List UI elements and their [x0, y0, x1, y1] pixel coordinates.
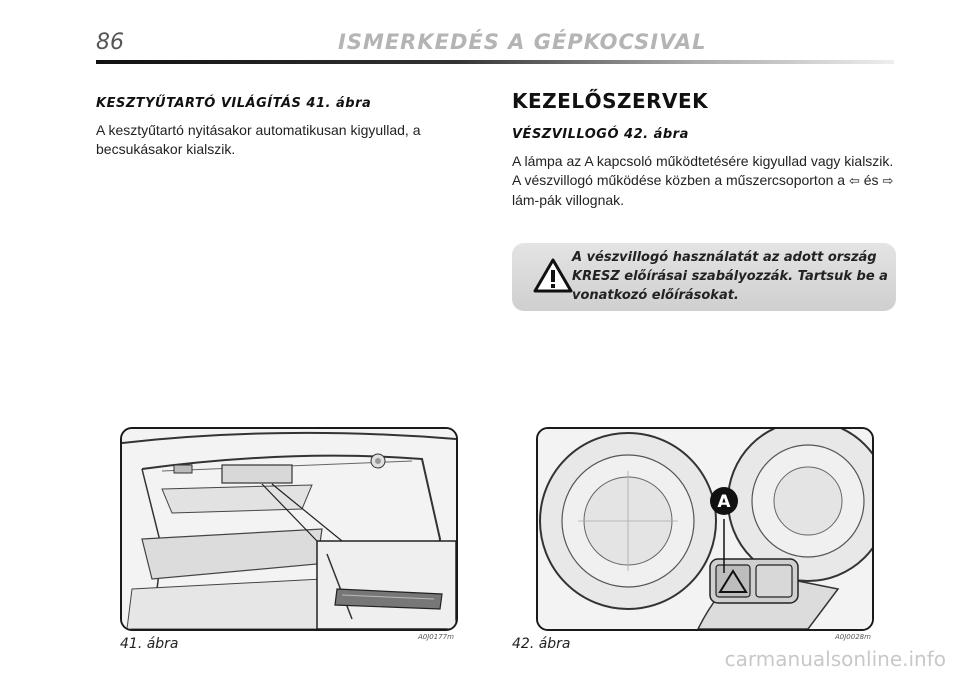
hazard-text — [512, 152, 896, 210]
figure-41-code: A0J0177m — [418, 633, 454, 641]
glovebox-light-illustration — [122, 429, 456, 629]
left-column — [96, 94, 484, 159]
glovebox-light-text: A kesztyűtartó nyitásakor automatikusan kigyullad, a becsukásakor kialszik. — [96, 122, 421, 157]
warning-box — [512, 243, 896, 311]
page-number: 86 — [96, 30, 124, 55]
figure-41 — [120, 427, 458, 631]
right-arrow-icon: ⇨ — [882, 174, 894, 189]
callout-label-a: A — [717, 492, 731, 512]
left-arrow-icon: ⇦ — [848, 174, 860, 189]
controls-heading: KEZELŐSZERVEK — [512, 89, 709, 113]
header-title: ISMERKEDÉS A GÉPKOCSIVAL — [338, 30, 707, 54]
warning-text: A vészvillogó használatát az adott ország KRESZ előírásai szabályozzák. Tartsuk be a vonatkozó előírásokat. — [572, 250, 888, 303]
hazard-text-line1: A lámpa az A kapcsoló működtetésére kigyullad vagy kialszik. — [512, 153, 894, 169]
glovebox-light-heading: KESZTYŰTARTÓ VILÁGÍTÁS 41. ábra — [96, 96, 372, 111]
header-rule — [96, 60, 894, 64]
hazard-heading: VÉSZVILLOGÓ 42. ábra — [512, 127, 689, 142]
figure-42-code: A0J0028m — [835, 633, 871, 641]
hazard-text-line2-start: A vészvillogó működése közben a műszercsoporton a — [512, 172, 846, 188]
and-word: és — [863, 172, 879, 188]
right-column — [512, 89, 896, 210]
watermark: carmanualsonline.info — [724, 647, 946, 671]
figure-42 — [536, 427, 874, 631]
warning-triangle-icon — [532, 257, 574, 295]
figure-42-caption: 42. ábra — [512, 636, 571, 652]
hazard-switch-illustration — [538, 429, 872, 629]
figure-41-caption: 41. ábra — [120, 636, 179, 652]
hazard-text-line2-end: lám-pák villognak. — [512, 192, 625, 208]
